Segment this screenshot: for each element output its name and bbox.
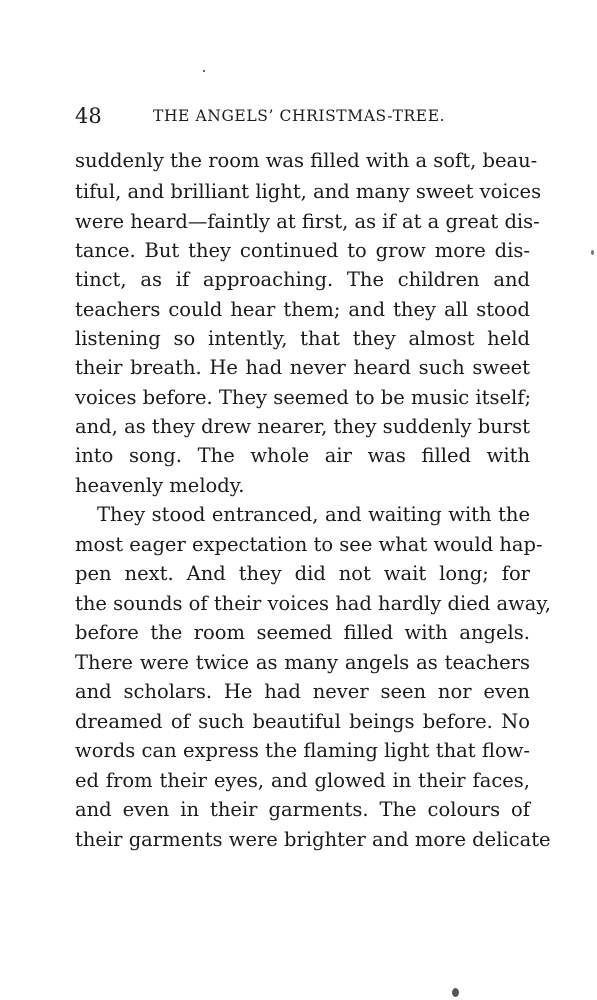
text-line: They stood entranced, and waiting with the [97,503,530,526]
text-line: pen next. And they did not wait long; for [75,562,530,585]
text-line: and even in their garments. The colours of [75,798,530,821]
running-head [75,103,530,129]
text-line: were heard—faintly at first, as if at a great dis- [75,210,540,233]
text-line: most eager expectation to see what would hap- [75,533,543,556]
running-title: THE ANGELS’ CHRISTMAS-TREE. [153,107,446,125]
text-line: ed from their eyes, and glowed in their faces, [75,769,530,792]
text-line: their garments were brighter and more delicate [75,828,551,851]
text-line: tance. But they continued to grow more dis- [75,239,530,262]
text-line: words can express the flaming light that flow- [75,739,530,762]
text-line: dreamed of such beautiful beings before. No [75,710,530,733]
text-line: There were twice as many angels as teachers [75,651,530,674]
text-line: teachers could hear them; and they all stood [75,298,530,321]
text-line: before the room seemed filled with angels. [75,621,530,644]
text-line: voices before. They seemed to be music itself; [75,386,532,409]
page-number: 48 [75,104,102,128]
paper-speck [203,70,205,72]
paper-speck [452,988,459,997]
text-line: tinct, as if approaching. The children and [75,268,530,291]
text-line: listening so intently, that they almost held [75,327,530,350]
text-line: and scholars. He had never seen nor even [75,680,530,703]
text-line: and, as they drew nearer, they suddenly burst [75,415,530,438]
text-line: suddenly the room was filled with a soft, beau- [75,149,538,172]
text-line: the sounds of their voices had hardly died away, [75,592,552,615]
text-line: their breath. He had never heard such sweet [75,356,530,379]
paper-speck [591,250,594,255]
text-line: tiful, and brilliant light, and many sweet voices [75,180,542,203]
text-line: heavenly melody. [75,474,245,497]
text-line: into song. The whole air was filled with [75,444,530,467]
